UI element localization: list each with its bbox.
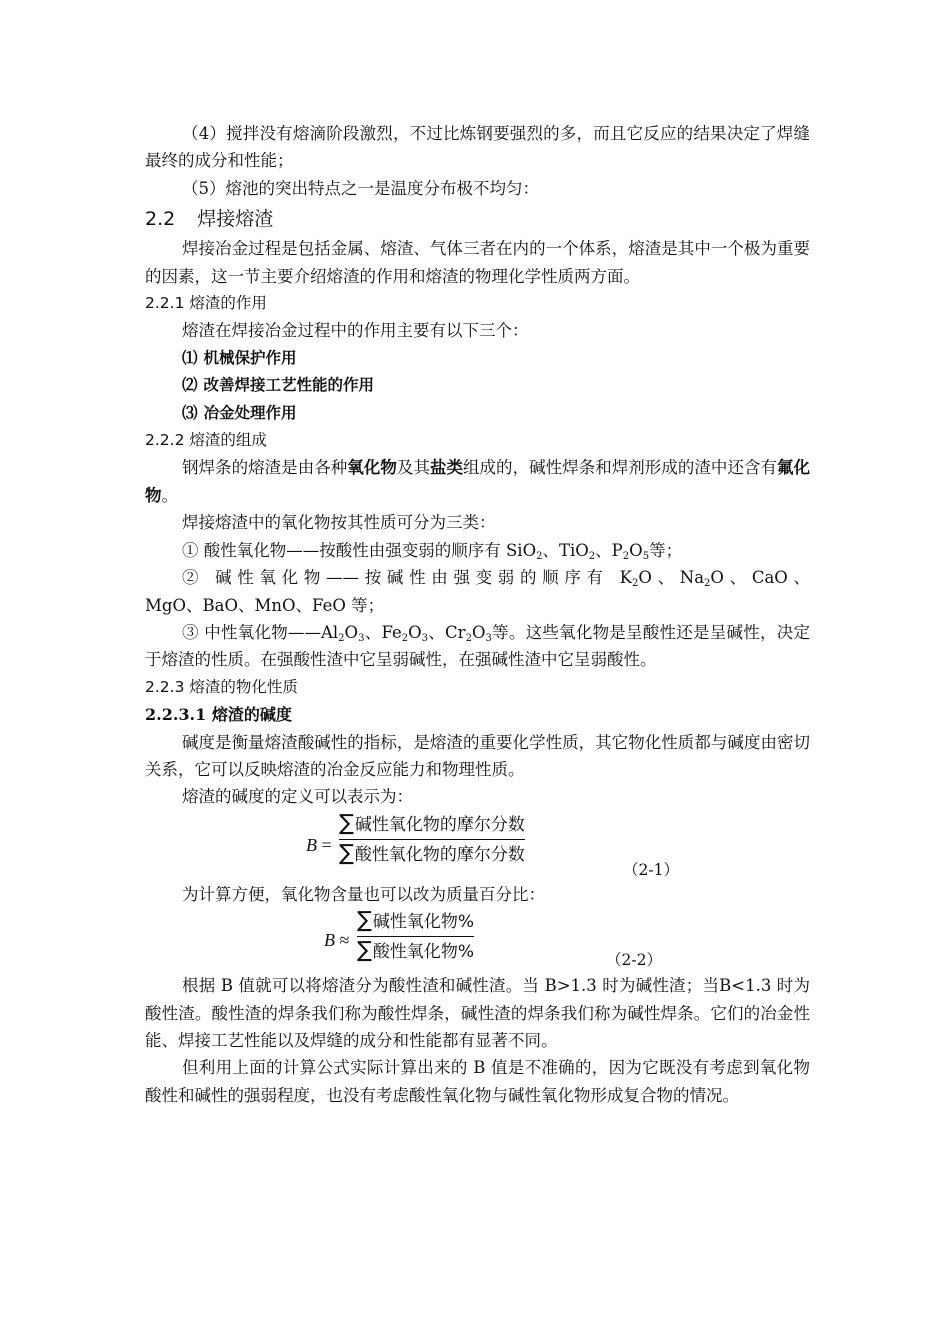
list-item-role-2: ⑵ 改善焊接工艺性能的作用 <box>182 376 375 395</box>
paragraph-b-inaccuracy: 但利用上面的计算公式实际计算出来的 B 值是不准确的，因为它既没有考虑到氧化物酸性和碱性的强弱程度，也没有考虑酸性氧化物与碱性氧化物形成复合物的情况。 <box>145 1058 810 1105</box>
paragraph-composition: 钢焊条的熔渣是由各种氧化物及其盐类组成的，碱性焊条和焊剂形成的渣中还含有氟化物。 <box>145 458 811 505</box>
section-title: 焊接熔渣 <box>197 208 274 231</box>
list-item-basic-oxides-cont: MgO、BaO、MnO、FeO 等； <box>145 595 385 615</box>
paragraph-temperature: （5）熔池的突出特点之一是温度分布极不均匀： <box>182 178 539 198</box>
section-heading-2-2 <box>145 204 810 235</box>
paragraph-slag-intro: 焊接冶金过程是包括金属、熔渣、气体三者在内的一个体系，熔渣是其中一个极为重要的因素，这一节主要介绍熔渣的作用和熔渣的物理化学性质两方面。 <box>145 239 810 286</box>
formula-2-1: B = ∑碱性氧化物的摩尔分数 ∑酸性氧化物的摩尔分数 （2-1） <box>145 811 810 881</box>
formula-2-2: B ≈ ∑碱性氧化物% ∑酸性氧化物% （2-2） <box>145 908 810 972</box>
section-heading-2-2-3-1: 2.2.3.1 熔渣的碱度 <box>145 705 292 725</box>
formula-fraction: ∑碱性氧化物% ∑酸性氧化物% <box>357 908 474 964</box>
list-item-acidic-oxides: ① 酸性氧化物——按酸性由强变弱的顺序有 SiO$_2$、TiO$_2$、$P_2O_5$等； <box>182 540 683 562</box>
paragraph-roles-intro: 熔渣在焊接冶金过程中的作用主要有以下三个： <box>182 321 529 341</box>
paragraph-basicity-def: 碱度是衡量熔渣酸碱性的指标，是熔渣的重要化学性质，其它物化性质都与碱度由密切关系，它可以反映熔渣的冶金反应能力和物理性质。 <box>145 732 810 779</box>
formula-fraction: ∑碱性氧化物的摩尔分数 ∑酸性氧化物的摩尔分数 <box>339 810 525 866</box>
list-item-role-1: ⑴ 机械保护作用 <box>182 348 297 367</box>
paragraph-stirring: （4）搅拌没有熔滴阶段激烈，不过比炼钢要强烈的多，而且它反应的结果决定了焊缝最终的成分和性能； <box>145 124 810 171</box>
section-heading-2-2-3: 2.2.3 熔渣的物化性质 <box>145 677 298 696</box>
paragraph-oxide-classes: 焊接熔渣中的氧化物按其性质可分为三类： <box>182 513 496 533</box>
section-heading-2-2-1: 2.2.1 熔渣的作用 <box>145 294 267 313</box>
page-content <box>145 120 810 1109</box>
paragraph-basicity-formula-intro: 熔渣的碱度的定义可以表示为： <box>182 787 413 807</box>
paragraph-slag-types: 根据 B 值就可以将熔渣分为酸性渣和碱性渣。当 B>1.3 时为碱性渣；当B<1.3 时为酸性渣。酸性渣的焊条我们称为酸性焊条，碱性渣的焊条我们称为碱性焊条。它们的冶金性能、焊接工艺性能以及焊缝的成分和性能都有显著不同。 <box>145 976 810 1050</box>
equation-number: （2-1） <box>623 860 679 879</box>
section-heading-2-2-2: 2.2.2 熔渣的组成 <box>145 431 267 450</box>
list-item-neutral-oxides: ③ 中性氧化物$——Al_2O_3$、$Fe_2O_3$、$Cr_2O_3$等。这些氧化物是呈酸性还是呈碱性，决定于熔渣的性质。在强酸性渣中它呈弱碱性，在强碱性渣中它呈弱酸性。 <box>145 622 811 670</box>
section-number: 2.2 <box>145 208 176 231</box>
paragraph-mass-percent: 为计算方便，氧化物含量也可以改为质量百分比： <box>182 884 545 904</box>
list-item-basic-oxides: ② 碱性氧化物——按碱性由强变弱的顺序有 $K_2O$、$Na_2O$、CaO、 <box>182 568 810 590</box>
list-item-role-3: ⑶ 冶金处理作用 <box>182 403 297 422</box>
equation-number: （2-2） <box>606 951 662 970</box>
